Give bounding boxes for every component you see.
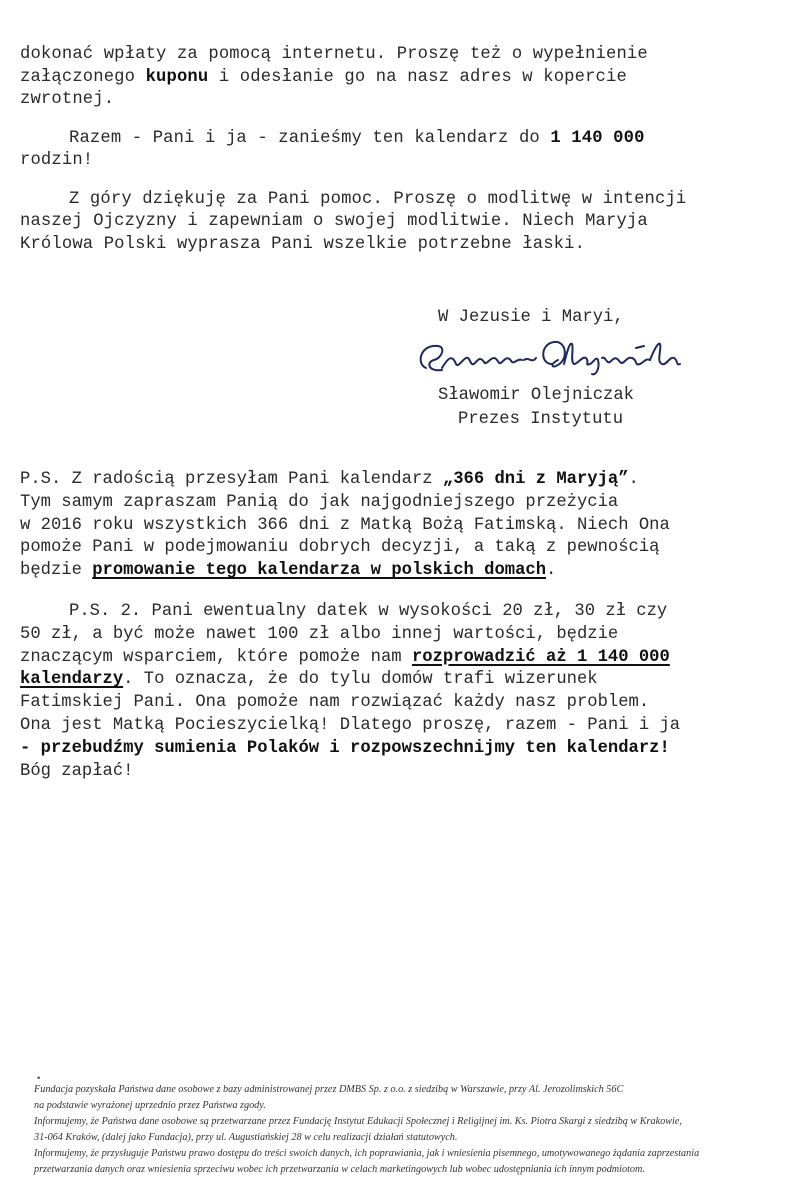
text-line: w 2016 roku wszystkich 366 dni z Matką Bożą Fatimską. Niech Ona — [20, 515, 670, 535]
postscript-section — [20, 469, 790, 801]
text-line: . — [546, 561, 557, 581]
text-line: Razem - Pani i ja - zanieśmy ten kalendarz do — [69, 128, 551, 148]
letter-body — [20, 44, 780, 272]
text-line: Ona jest Matką Pocieszycielką! Dlatego proszę, razem - Pani i ja — [20, 715, 681, 735]
footer-line: 31-064 Kraków, (dalej jako Fundacja), przy ul. Augustiańskiej 28 w celu realizacji działań statutowych. — [34, 1132, 458, 1143]
text-line: . — [628, 470, 639, 489]
postscript-2 — [20, 601, 790, 783]
coupon-emphasis: kuponu — [145, 67, 209, 87]
text-line: naszej Ojczyzny i zapewniam o swojej modlitwie. Niech Maryja — [20, 212, 648, 231]
families-count: 1 140 000 — [550, 128, 645, 148]
calendars-emphasis: kalendarzy — [20, 670, 124, 690]
awaken-emphasis: - przebudźmy sumienia Polaków i rozpowszechnijmy ten kalendarz! — [20, 738, 670, 758]
paragraph-thanks — [20, 189, 780, 257]
salutation: W Jezusie i Maryi, — [438, 308, 624, 327]
footer-line: przetwarzania danych oraz wniesienia sprzeciwu wobec ich przetwarzania w celach marketingowych lub wobec udostępniania ich innym podmiotom. — [34, 1164, 645, 1175]
text-line: P.S. 2. Pani ewentualny datek w wysokości 20 zł, 30 zł czy — [69, 601, 668, 621]
text-line: będzie — [20, 561, 93, 581]
text-line: znaczącym wsparciem, które pomoże nam — [20, 647, 412, 667]
postscript-1 — [20, 469, 790, 583]
closing-block — [438, 306, 758, 432]
paragraph-together — [20, 128, 780, 173]
footer-line: Informujemy, że przysługuje Państwu prawo dostępu do treści swoich danych, ich poprawiania, jak i wniesienia pisemnego, umotywowanego żądania zaprzestania — [34, 1148, 700, 1159]
paragraph-payment — [20, 44, 780, 112]
signatory-name: Sławomir Olejniczak — [438, 386, 634, 405]
text-line: i odesłanie go na nasz adres w kopercie — [208, 67, 627, 87]
text-line: zwrotnej. — [20, 90, 115, 109]
text-line: pomoże Pani w podejmowaniu dobrych decyzji, a taką z pewnością — [20, 538, 660, 558]
text-line: 50 zł, a być może nawet 100 zł albo innej wartości, będzie — [20, 624, 619, 644]
text-line: Królowa Polski wyprasza Pani wszelkie potrzebne łaski. — [20, 234, 586, 254]
privacy-footer — [34, 1083, 774, 1179]
promotion-emphasis: promowanie tego kalendarza w polskich domach — [92, 561, 547, 581]
text-line: P.S. Z radością przesyłam Pani kalendarz — [20, 470, 443, 489]
distribution-emphasis: rozprowadzić aż 1 140 000 — [411, 647, 670, 667]
signatory-role: Prezes Instytutu — [458, 410, 624, 429]
text-line: załączonego — [20, 67, 146, 87]
calendar-title: „366 dni z Maryją” — [442, 470, 629, 489]
text-line: Fatimskiej Pani. Ona pomoże nam rozwiązać każdy nasz problem. — [20, 693, 650, 713]
footer-line: Informujemy, że Państwa dane osobowe są przetwarzane przez Fundację Instytut Edukacji Społecznej i Religijnej im. Ks. Piotra Skargi z siedzibą w Krakowie, — [34, 1116, 682, 1127]
footer-line: na podstawie wyrażonej uprzednio przez Państwa zgody. — [34, 1100, 266, 1111]
text-line: . To oznacza, że do tylu domów trafi wizerunek — [123, 670, 598, 690]
text-line: Bóg zapłać! — [20, 761, 134, 781]
bullet-mark: • — [36, 1074, 42, 1084]
footer-line: Fundacja pozyskała Państwa dane osobowe z bazy administrowanej przez DMBS Sp. z o.o. z siedzibą w Warszawie, przy Al. Jerozolimskich 56C — [34, 1084, 624, 1095]
text-line: rodzin! — [20, 151, 94, 170]
text-line: Z góry dziękuję za Pani pomoc. Proszę o modlitwę w intencji — [69, 189, 687, 209]
text-line: Tym samym zapraszam Panią do jak najgodniejszego przeżycia — [20, 492, 619, 512]
text-line: dokonać wpłaty za pomocą internetu. Proszę też o wypełnienie — [20, 45, 648, 64]
handwritten-signature — [412, 334, 702, 378]
